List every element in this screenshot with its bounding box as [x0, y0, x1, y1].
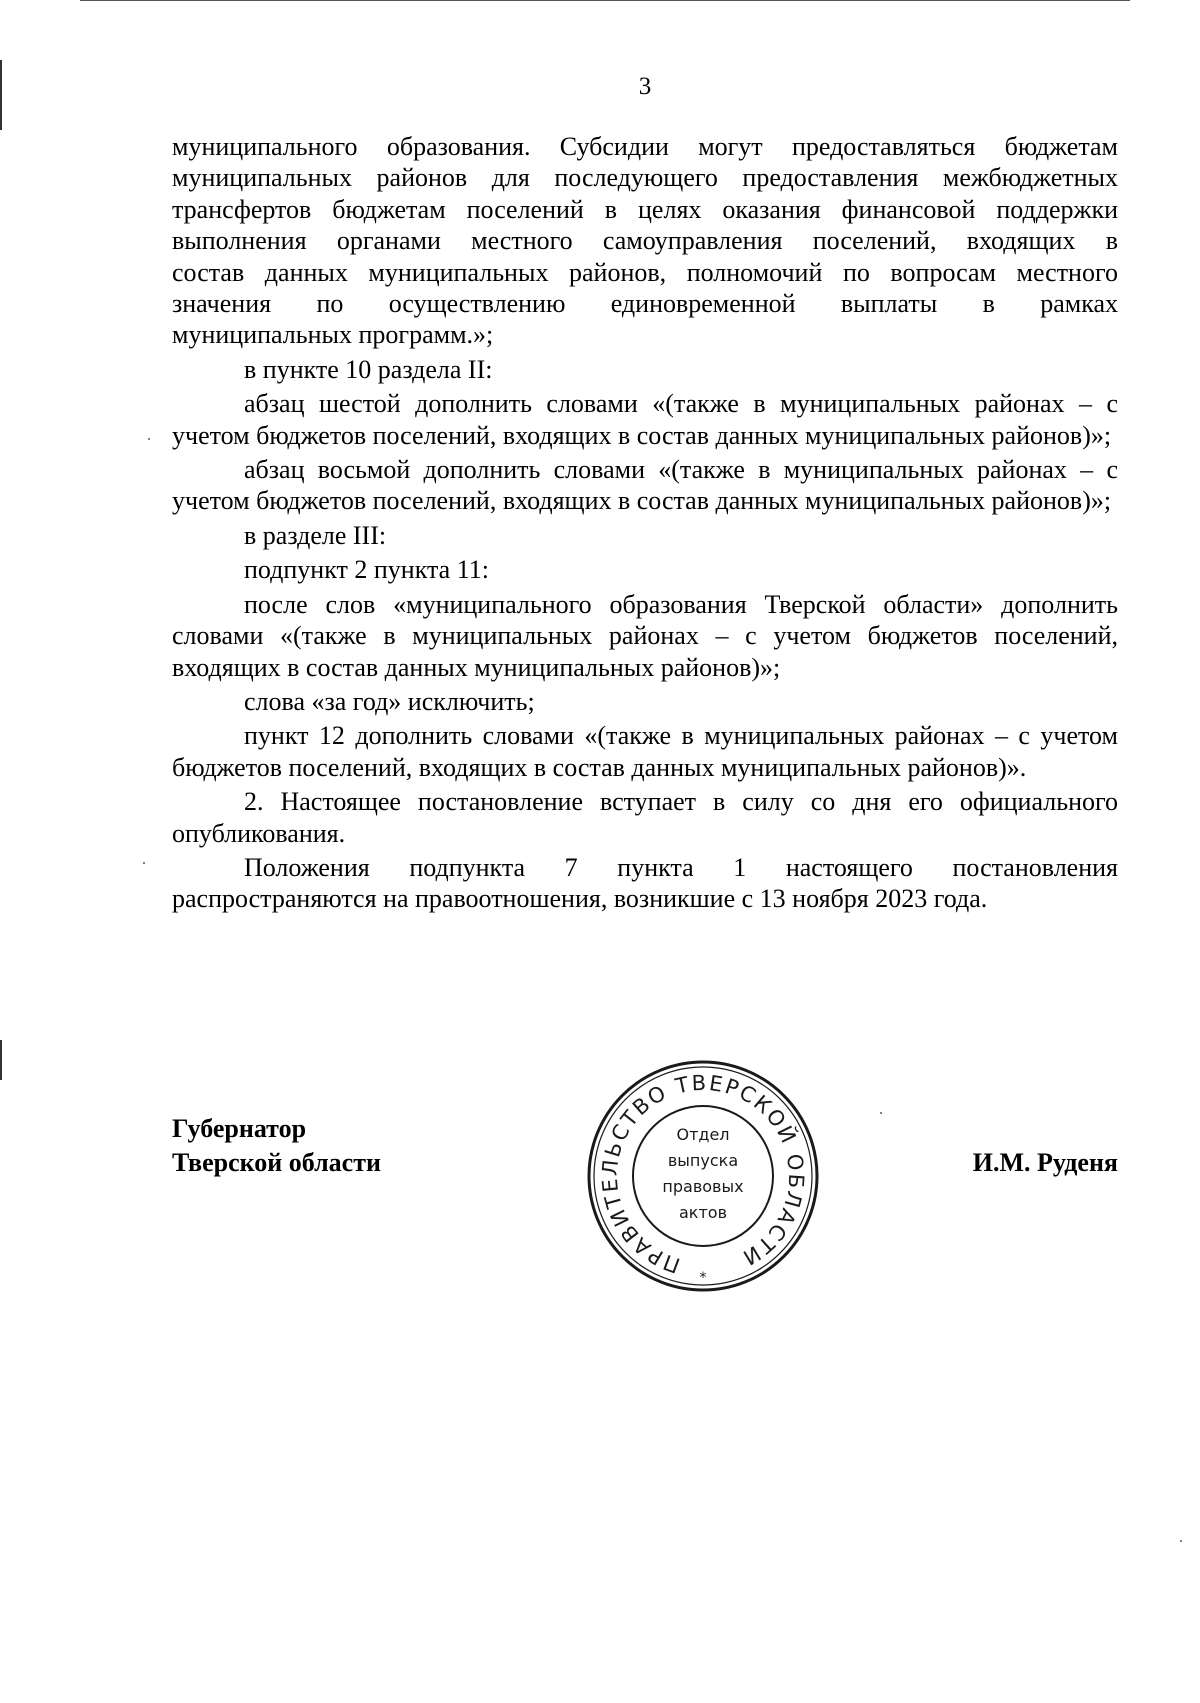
- stamp-ring-text: ПРАВИТЕЛЬСТВО ТВЕРСКОЙ ОБЛАСТИ: [597, 1070, 809, 1278]
- body-paragraph: в разделе III:: [244, 520, 387, 550]
- signer-name: И.М. Руденя: [972, 1148, 1118, 1177]
- body-paragraph: 2. Настоящее постановление вступает в силу со дня его официального опубликования.: [172, 787, 1118, 848]
- body-line: состав данных муниципальных районов, полномочий по вопросам местного: [172, 257, 1118, 287]
- signer-title-line: Тверской области: [172, 1148, 381, 1177]
- scan-speck: [143, 862, 145, 864]
- stamp-center-line: Отдел: [676, 1125, 730, 1144]
- body-paragraph: после слов «муниципального образования Тверской области» дополнить словами «(также в муниципальных районах – с учетом бюджетов поселений, входящих в состав данных муниципальных районов)»;: [172, 589, 1118, 682]
- official-stamp: [585, 1058, 821, 1294]
- scan-speck: [1180, 1540, 1182, 1542]
- document-body: [172, 131, 1118, 915]
- body-paragraph: абзац шестой дополнить словами «(также в муниципальных районах – с учетом бюджетов поселений, входящих в состав данных муниципальных районов)»;: [172, 389, 1118, 450]
- signer-title-line: Губернатор: [172, 1114, 307, 1143]
- body-line: муниципального образования. Субсидии могут предоставляться бюджетам: [172, 132, 1118, 161]
- scan-speck: [148, 438, 150, 440]
- stamp-center-line: правовых: [662, 1177, 744, 1196]
- body-paragraph: Положения подпункта 7 пункта 1 настоящего постановления распространяются на правоотношения, возникшие с 13 ноября 2023 года.: [172, 852, 1118, 914]
- body-paragraph: подпункт 2 пункта 11:: [244, 555, 489, 585]
- scan-speck: [880, 1112, 882, 1114]
- body-line: муниципальных программ.»;: [172, 320, 494, 350]
- stamp-star: *: [699, 1270, 707, 1286]
- body-line: значения по осуществлению единовременной выплаты в рамках: [172, 289, 1118, 319]
- signer-title: [172, 1112, 381, 1180]
- body-paragraph: в пункте 10 раздела II:: [244, 354, 493, 384]
- scan-left-edge-mark: [0, 1040, 2, 1080]
- body-paragraph: слова «за год» исключить;: [244, 686, 535, 716]
- body-paragraph: абзац восьмой дополнить словами «(также в муниципальных районах – с учетом бюджетов поселений, входящих в состав данных муниципальных районов)»;: [172, 455, 1118, 516]
- body-line: муниципальных районов для последующего предоставления межбюджетных: [172, 163, 1118, 193]
- body-line: выполнения органами местного самоуправления поселений, входящих в: [172, 226, 1118, 256]
- stamp-center-line: выпуска: [667, 1151, 739, 1170]
- page-number: 3: [638, 73, 652, 100]
- body-line: трансфертов бюджетам поселений в целях оказания финансовой поддержки: [172, 194, 1118, 224]
- body-paragraph: пункт 12 дополнить словами «(также в муниципальных районах – с учетом бюджетов поселений, входящих в состав данных муниципальных районов)».: [172, 721, 1118, 782]
- stamp-center-text: [643, 1122, 763, 1226]
- scan-top-edge: [80, 0, 1130, 1]
- stamp-center-line: актов: [678, 1203, 727, 1222]
